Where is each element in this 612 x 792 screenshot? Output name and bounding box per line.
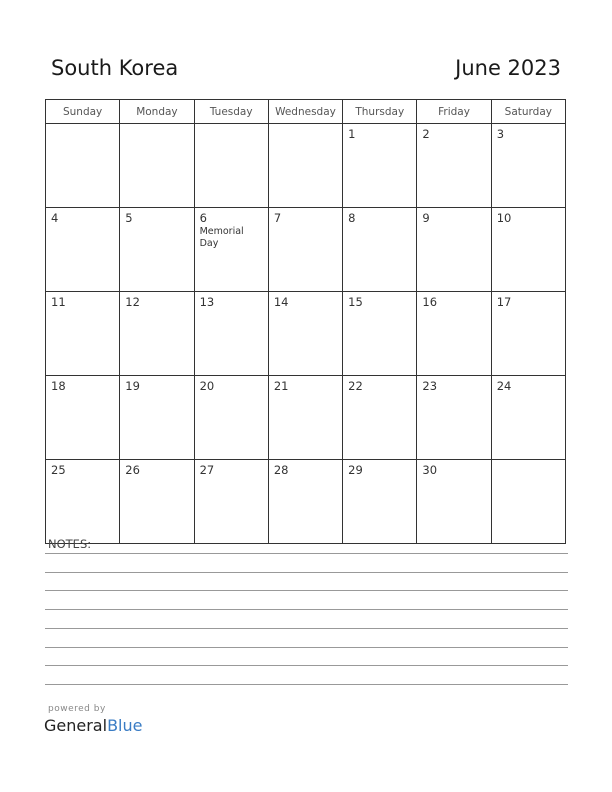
day-cell [194,376,268,460]
day-number: 22 [348,379,363,393]
day-number: 1 [348,127,356,141]
notes-line [45,628,568,629]
notes-label: NOTES: [48,537,92,551]
day-number: 11 [51,295,66,309]
day-cell [120,292,194,376]
day-number: 5 [125,211,133,225]
week-row [46,292,566,376]
day-cell [417,208,491,292]
day-cell [417,376,491,460]
day-number: 7 [273,211,282,225]
notes-line [45,665,568,666]
week-row [46,208,566,292]
day-number: 25 [51,463,66,477]
day-number: 29 [348,463,363,477]
day-cell [46,292,120,376]
day-number: 20 [199,379,215,393]
day-number: 19 [125,379,140,393]
brand-name [44,716,142,735]
day-cell [343,124,417,208]
day-number: 13 [199,295,215,309]
day-number: 15 [348,295,363,309]
calendar-month-title: June 2023 [455,56,561,80]
day-cell [268,376,342,460]
day-cell [46,460,120,544]
brand-name-part1: General [44,716,108,735]
weekday-sunday: Sunday [46,100,120,124]
brand-name-part2: Blue [107,716,143,735]
day-number: 23 [422,379,438,393]
day-cell [194,208,268,292]
day-cell [194,292,268,376]
weekday-header-row [46,100,566,124]
week-row [46,376,566,460]
day-cell [491,292,565,376]
day-number: 6 [199,211,207,225]
day-cell [120,376,194,460]
day-cell [491,124,565,208]
day-number: 12 [125,295,140,309]
day-number: 24 [496,379,512,393]
day-cell [120,208,194,292]
day-cell [194,124,268,208]
day-number: 4 [51,211,59,225]
weekday-thursday: Thursday [343,100,417,124]
week-row [46,124,566,208]
day-cell [491,376,565,460]
day-number: 16 [422,295,438,309]
day-cell [268,460,342,544]
day-cell [491,460,565,544]
day-number: 28 [273,463,289,477]
calendar-country-title: South Korea [51,56,179,80]
day-number: 10 [496,211,512,225]
day-number: 2 [422,127,430,141]
notes-line [45,553,568,554]
day-number: 18 [51,379,66,393]
day-cell [120,124,194,208]
day-number: 3 [496,127,505,141]
powered-by-text: powered by [48,704,106,714]
weekday-saturday: Saturday [491,100,565,124]
notes-line [45,647,568,648]
day-cell [417,460,491,544]
day-number: 30 [422,463,438,477]
day-cell [343,292,417,376]
day-cell [268,208,342,292]
day-cell [343,208,417,292]
day-cell [120,460,194,544]
day-cell [194,460,268,544]
notes-line [45,684,568,685]
week-row [46,460,566,544]
calendar-grid [45,99,566,544]
day-cell [491,208,565,292]
day-cell [343,460,417,544]
day-cell [46,124,120,208]
day-number: 14 [273,295,289,309]
generalblue-logo [44,704,142,735]
day-number: 17 [496,295,512,309]
day-cell [417,292,491,376]
day-cell [268,124,342,208]
notes-line [45,590,568,591]
day-cell [46,376,120,460]
day-cell [268,292,342,376]
day-cell [417,124,491,208]
day-number: 27 [199,463,215,477]
day-number: 21 [273,379,289,393]
day-number: 9 [422,211,430,225]
holiday-label: Memorial Day [199,226,244,249]
day-cell [343,376,417,460]
notes-line [45,572,568,573]
day-number: 8 [348,211,356,225]
notes-line [45,609,568,610]
weekday-tuesday: Tuesday [194,100,268,124]
day-cell [46,208,120,292]
weekday-friday: Friday [417,100,491,124]
weekday-wednesday: Wednesday [268,100,342,124]
day-number: 26 [125,463,140,477]
weekday-monday: Monday [120,100,194,124]
